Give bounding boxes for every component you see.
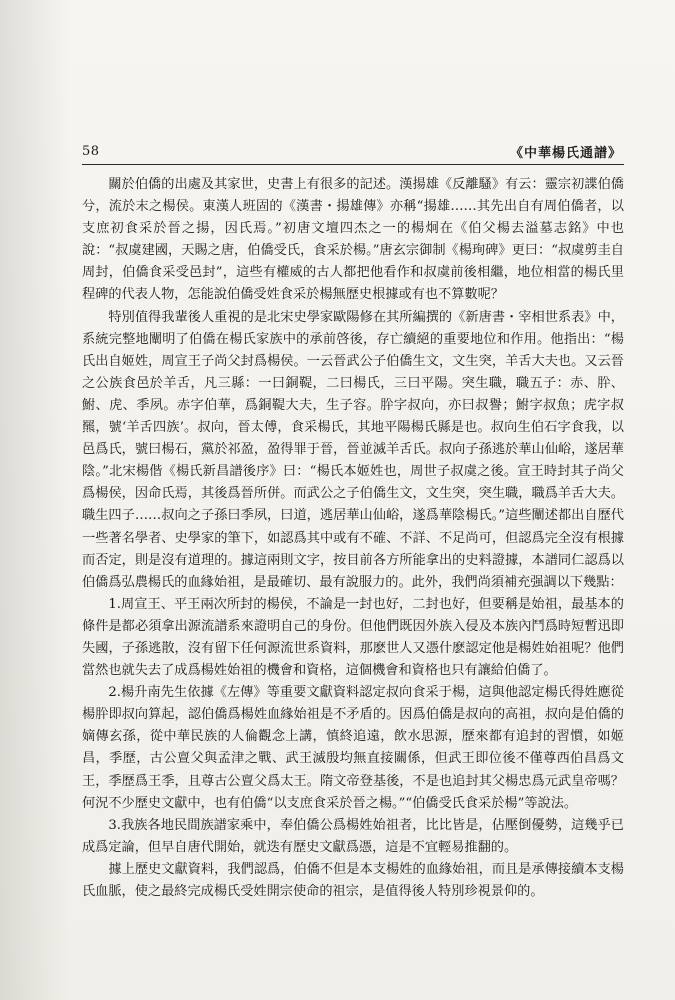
paragraph: 據上歷史文獻資料，我們認爲，伯僑不但是本支楊姓的血緣始祖，而且是承傳接續本支楊氏血脈，使之最終完成楊氏受姓開宗使命的祖宗，是值得後人特別珍視景仰的。 bbox=[82, 861, 624, 899]
page-header bbox=[82, 140, 622, 166]
body-text bbox=[82, 174, 624, 903]
paragraph: 1.周宣王、平王兩次所封的楊侯，不論是一封也好，二封也好，但要稱是始祖，最基本的條件是都必須拿出源流譜系來證明自己的身份。但他們既因外族入侵及本族內鬥爲時短暫迅即失國，子孫逃散，沒有留下任何源流世系資料，那麽世人又憑什麽認定他是楊姓始祖呢？他們當然也就失去了成爲楊姓始祖的機會和資格，這個機會和資格也只有讓給伯僑了。 bbox=[82, 596, 624, 679]
page-gutter-shadow bbox=[0, 0, 70, 1000]
paragraph: 關於伯僑的出處及其家世，史書上有很多的記述。漢揚雄《反離騷》有云：靈宗初諜伯僑兮，流於末之楊侯。東漢人班固的《漢書・揚雄傳》亦稱“揚雄……其先出自有周伯僑者，以支庶初食采於晉之揚，因氏焉。”初唐文壇四杰之一的楊炯在《伯父楊去溢墓志銘》中也說：“叔虞建國，天賜之唐，伯僑受氏，食采於楊。”唐玄宗御制《楊珣碑》更曰：“叔虞剪圭自周封，伯僑食采受邑封”，這些有權威的古人都把他看作和叔虞前後相繼，地位相當的楊氏里程碑的代表人物，怎能說伯僑受姓食采於楊無歷史根據或有也不算數呢？ bbox=[82, 177, 624, 303]
running-title: 《中華楊氏通譜》 bbox=[509, 146, 622, 161]
paragraph: 特別值得我輩後人重視的是北宋史學家歐陽修在其所編撰的《新唐書・宰相世系表》中，系統完整地闡明了伯僑在楊氏家族中的承前啓後，存亡續絕的重要地位和作用。他指出：“楊氏出自姬姓，周宣王子尚父封爲楊侯。一云晉武公子伯僑生文，文生突，羊舌大夫也。又云晉之公族食邑於羊舌，凡三縣：一曰銅鞮，二曰楊氏，三曰平陽。突生職，職五子：赤、肸、鮒、虎、季夙。赤字伯華，爲銅鞮大夫，生子容。肸字叔向，亦曰叔譽；鮒字叔魚；虎字叔羆，號‘羊舌四族’。叔向，晉太傅，食采楊氏，其地平陽楊氏縣是也。叔向生伯石字食我，以邑爲氏，號曰楊石，黨於祁盈，盈得罪于晉，晉並滅羊舌氏。叔向子孫逃於華山仙峪，遂居華陰。”北宋楊偕《楊氏新昌譜後序》曰：“楊氏本姬姓也，周世子叔虞之後。宣王時封其子尚父爲楊侯，因命氏焉，其後爲晉所併。而武公之子伯僑生文，文生突，突生職，職爲羊舌大夫。職生四子……叔向之子孫曰季夙，曰道，逃居華山仙峪，遂爲華陰楊氏。”這些闡述都出自歷代一些著名學者、史學家的筆下，如認爲其中或有不確、不詳、不足尚可，但認爲完全沒有根據而否定，則是沒有道理的。據這兩則文字，按目前各方所能拿出的史料證據，本譜同仁認爲以伯僑爲弘農楊氏的血緣始祖，是最確切、最有說服力的。此外，我們尚須補充强調以下幾點： bbox=[82, 309, 624, 590]
paragraph: 3.我族各地民間族譜家乘中，奉伯僑公爲楊姓始祖者，比比皆是，佔壓倒優勢，這幾乎已成爲定論，但早自唐代開始，就迭有歷史文獻爲憑，這是不宜輕易推翻的。 bbox=[82, 817, 624, 855]
paragraph: 2.楊升南先生依據《左傳》等重要文獻資料認定叔向食采于楊，這與他認定楊氏得姓應從楊肸即叔向算起，認伯僑爲楊姓血緣始祖是不矛盾的。因爲伯僑是叔向的高祖，叔向是伯僑的嫡傳玄孫，從中華民族的人倫觀念上講，慎終追遠，飲水思源，歷來都有追封的習慣，如姬昌，季歷，古公亶父與孟津之戰、武王滅殷均無直接關係，但武王即位後不僅尊西伯昌爲文王，季歷爲王季，且尊古公亶父爲太王。隋文帝登基後，不是也追封其父楊忠爲元武皇帝嗎？何況不少歷史文獻中，也有伯僑“以支庶食采於晉之楊。”“伯僑受氏食采於楊”等說法。 bbox=[82, 685, 624, 811]
header-rule bbox=[82, 164, 624, 165]
page-number: 58 bbox=[82, 144, 100, 159]
